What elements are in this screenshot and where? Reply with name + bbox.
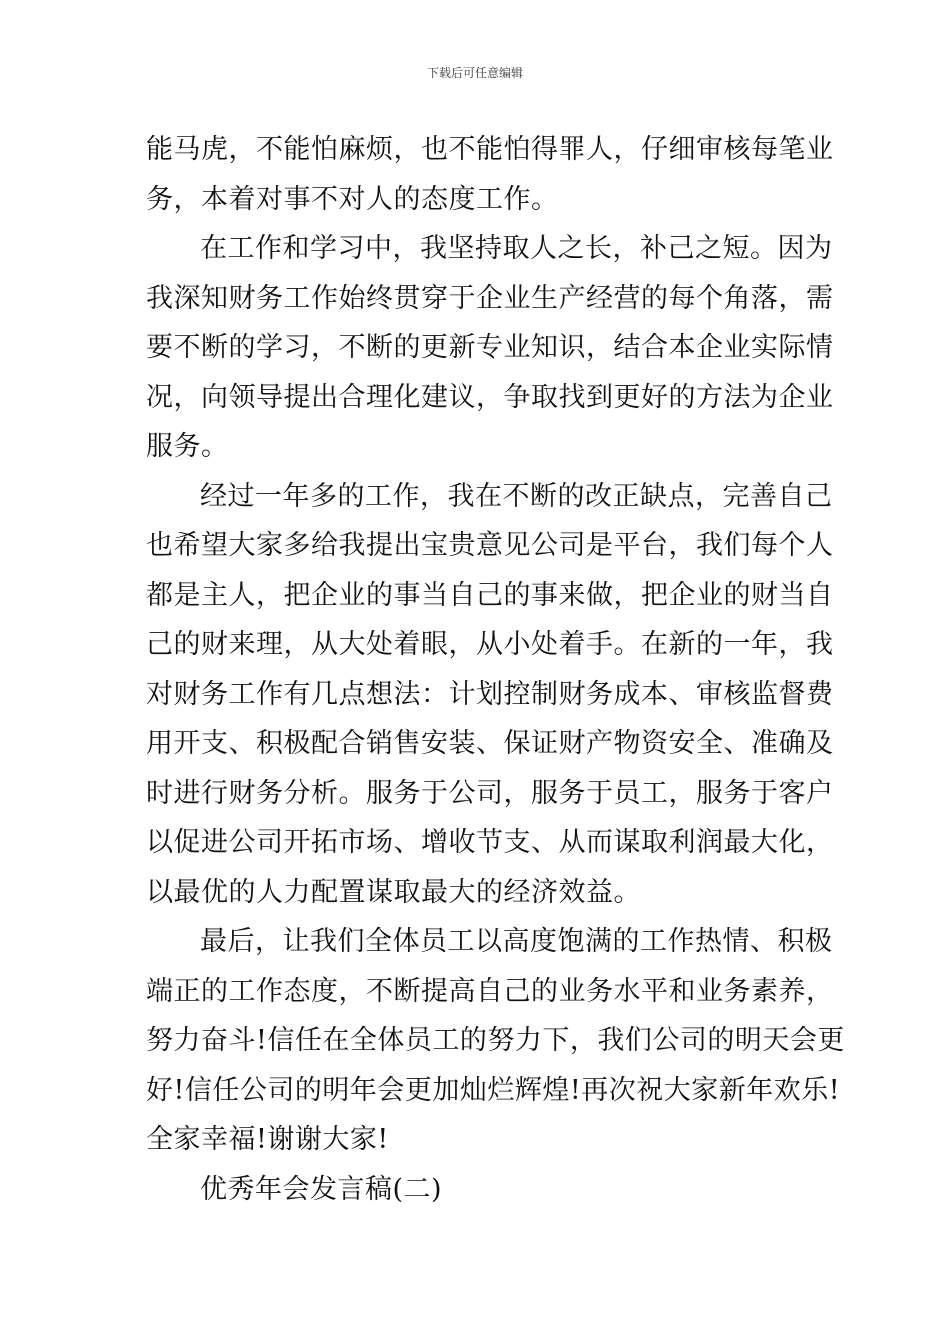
text-line: 能马虎，不能怕麻烦，也不能怕得罪人，仔细审核每笔业 [146, 134, 834, 165]
document-body [146, 125, 845, 1214]
text-line: 全家幸福!谢谢大家! [146, 1124, 389, 1155]
text-line: 努力奋斗!信任在全体员工的努力下，我们公司的明天会更 [146, 1025, 845, 1056]
text-line: 服务。 [146, 431, 229, 462]
paragraph-start-line: 在工作和学习中，我坚持取人之长，补己之短。因为 [200, 233, 833, 264]
text-line: 我深知财务工作始终贯穿于企业生产经营的每个角落，需 [146, 282, 834, 314]
text-line: 端正的工作态度，不断提高自己的业务水平和业务素养， [146, 975, 834, 1007]
paragraph-start-line: 经过一年多的工作，我在不断的改正缺点，完善自己 [200, 480, 833, 512]
page-header: 下载后可任意编辑 [426, 66, 523, 80]
section-heading: 优秀年会发言稿(二) [200, 1173, 443, 1205]
text-line: 要不断的学习，不断的更新专业知识，结合本企业实际情 [146, 332, 834, 363]
text-line: 以最优的人力配置谋取最大的经济效益。 [146, 876, 641, 908]
text-line: 也希望大家多给我提出宝贵意见公司是平台，我们每个人 [146, 530, 834, 561]
text-line: 务，本着对事不对人的态度工作。 [146, 183, 559, 215]
text-line: 好!信任公司的明年会更加灿烂辉煌!再次祝大家新年欢乐! [146, 1074, 841, 1106]
paragraph-start-line: 最后，让我们全体员工以高度饱满的工作热情、积极 [200, 926, 833, 957]
text-line: 都是主人，把企业的事当自己的事来做，把企业的财当自 [146, 579, 834, 611]
text-line: 时进行财务分析。服务于公司，服务于员工，服务于客户 [146, 777, 834, 809]
text-line: 己的财来理，从大处着眼，从小处着手。在新的一年，我 [146, 629, 834, 660]
text-line: 况，向领导提出合理化建议，争取找到更好的方法为企业 [146, 381, 834, 413]
text-line: 对财务工作有几点想法：计划控制财务成本、审核监督费 [146, 678, 834, 710]
text-line: 以促进公司开拓市场、增收节支、从而谋取利润最大化， [146, 827, 834, 858]
text-line: 用开支、积极配合销售安装、保证财产物资安全、准确及 [146, 728, 834, 759]
